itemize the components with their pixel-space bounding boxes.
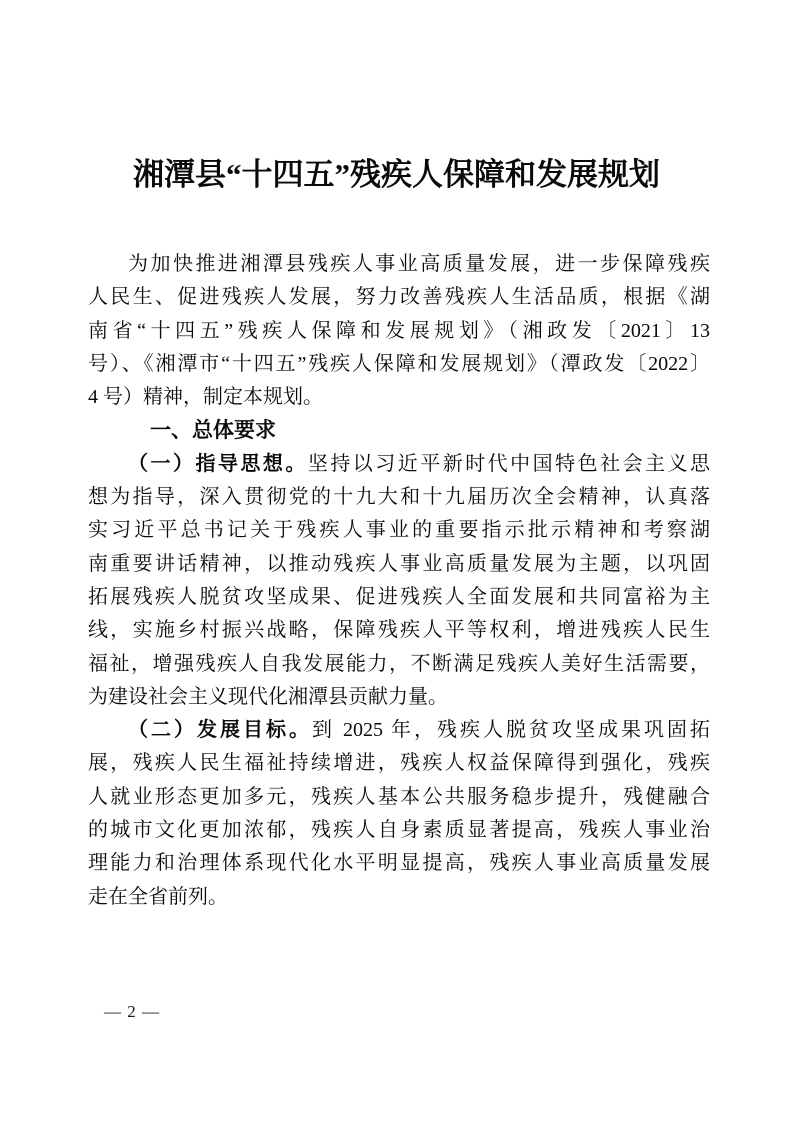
text-line: 想为指导，深入贯彻党的十九大和十九届历次全会精神，认真落 (88, 486, 710, 509)
text-line: 南省“十四五”残疾人保障和发展规划》（湘政发〔2021〕13 (88, 319, 710, 342)
text-line: 展，残疾人民生福祉持续增进，残疾人权益保障得到强化，残疾 (88, 752, 710, 775)
document-body (88, 248, 710, 914)
text-line: 人就业形态更加多元，残疾人基本公共服务稳步提升，残健融合 (88, 785, 710, 808)
text-line: 福祉，增强残疾人自我发展能力，不断满足残疾人美好生活需要， (88, 652, 710, 675)
section-heading: 一、总体要求 (150, 419, 276, 443)
page-number: — 2 — (104, 1002, 160, 1021)
document-title: 湘潭县“十四五”残疾人保障和发展规划 (133, 157, 660, 192)
text-line: 理能力和治理体系现代化水平明显提高，残疾人事业高质量发展 (88, 852, 710, 875)
text-line: 拓展残疾人脱贫攻坚成果、促进残疾人全面发展和共同富裕为主 (88, 585, 710, 608)
paragraph-lead: （一）指导思想。 (128, 452, 308, 475)
paragraph (88, 714, 710, 914)
paragraph (88, 448, 710, 714)
text-line: 的城市文化更加浓郁，残疾人自身素质显著提高，残疾人事业治 (88, 819, 710, 842)
text-line: （二）发展目标。到 2025 年，残疾人脱贫攻坚成果巩固拓 (128, 719, 710, 742)
paragraph (88, 248, 710, 414)
text-line: 为建设社会主义现代化湘潭县贡献力量。 (88, 685, 448, 708)
text-line: 为加快推进湘潭县残疾人事业高质量发展，进一步保障残疾 (128, 253, 710, 275)
text-line: （一）指导思想。坚持以习近平新时代中国特色社会主义思 (128, 452, 711, 475)
text-line: 号）、《湘潭市“十四五”残疾人保障和发展规划》（潭政发〔2022〕 (88, 352, 710, 375)
text-line: 4 号）精神，制定本规划。 (88, 386, 323, 409)
text-line: 实习近平总书记关于残疾人事业的重要指示批示精神和考察湖 (88, 519, 710, 542)
paragraph-lead: （二）发展目标。 (128, 719, 312, 742)
text-line: 人民生、促进残疾人发展，努力改善残疾人生活品质，根据《湖 (88, 286, 710, 309)
text-line: 走在全省前列。 (88, 885, 228, 908)
text-line: 线，实施乡村振兴战略，保障残疾人平等权利，增进残疾人民生 (88, 619, 710, 642)
text-line: 南重要讲话精神，以推动残疾人事业高质量发展为主题，以巩固 (88, 552, 710, 575)
